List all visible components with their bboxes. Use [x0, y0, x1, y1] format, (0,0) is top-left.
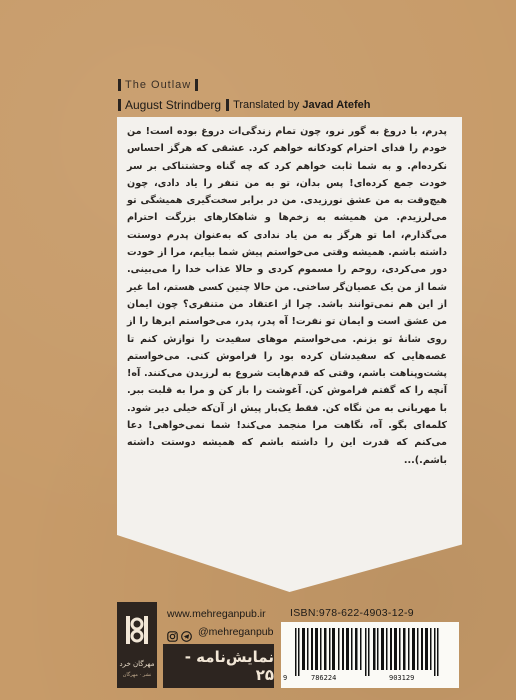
- website-row: [167, 608, 266, 620]
- social-row: [167, 626, 273, 638]
- isbn-text: ISBN:978-622-4903-12-9: [290, 607, 414, 619]
- barcode-left-group: 786224: [311, 674, 337, 682]
- barcode-bars: [289, 628, 451, 676]
- barcode: [281, 622, 459, 688]
- publisher-logo: [117, 602, 157, 688]
- publisher-logo-mark: [123, 612, 151, 648]
- publisher-social-handle[interactable]: @mehreganpub: [198, 626, 274, 638]
- author-name: August Strindberg: [125, 98, 222, 112]
- series-label: نمایش‌نامه - ۲۵: [163, 644, 274, 688]
- instagram-icon: [167, 627, 178, 638]
- author-row: [118, 97, 370, 113]
- divider-bar: [226, 99, 229, 111]
- publisher-website[interactable]: www.mehreganpub.ir: [167, 608, 266, 620]
- publisher-logo-sub: نشر · مهرگان: [122, 672, 152, 678]
- divider-bar: [118, 79, 121, 91]
- telegram-icon: [181, 627, 192, 638]
- divider-bar: [195, 79, 198, 91]
- barcode-right-group: 903129: [389, 674, 415, 682]
- excerpt-text: پدرم، با دروغ به گور نرو، چون تمام زندگی‌ات دروغ بوده است! من خودم را فدای احترام کودکانه خواهم کرد. عشقی که هرگز احساس نکرده‌ام. و به شما ثابت خواهم کرد که چه گناه وحشتناکی بر سر خودت جمع کرده‌ای! پس بدان، تو به من تنفر را یاد دادی، چون هیچ‌وقت به من عشق نورزیدی. من در برابر سخت‌گیری همیشگی تو می‌لرزیدم. من همیشه به زخم‌ها و شاهکارهای بزرگت احترام می‌گذارم، اما تو هرگز به من یاد ندادی که به‌عنوان پدرم دوستت داشته باشم. همیشه وقتی می‌خواستم پیش شما بیایم، مرا از خودت دور می‌کردی، روحم را مسموم کردی و حالا عذاب خدا را می‌بینی. شما از من یک عصیان‌گر ساختی. من حالا چنین کسی هستم، اما غیر از این هم نمی‌توانند باشد. چرا از اعتقاد من متنفری؟ چون ایمان من عشق است و ایمان تو نفرت! آه پدر، پدر، می‌خواستم ابرها را از روی شانهٔ تو بزنم. می‌خواستم موهای سفیدت را نوازش کنم تا غصه‌هایی که سفیدشان کرده بود را فراموش کنی. می‌خواستم پشت‌وپناهت باشم، وقتی که قدم‌هایت شروع به لرزیدن می‌کنند. آه! آنچه را که گفتم فراموش کن. آغوشت را باز کن و مرا به قلبت ببر. با مهربانی به من نگاه کن. فقط یک‌بار پیش از آن‌که خیلی دیر شود. کلمه‌ای بگو. آه، نگاهت مرا منجمد می‌کند! شما نمی‌خواهی! دعا می‌کنم که قدرت این را داشته باشم که همیشه دوستت داشته باشم.)...: [127, 126, 447, 466]
- translator-name: Javad Atefeh: [302, 99, 371, 111]
- translator-credit: [233, 99, 370, 111]
- translated-by-label: Translated by: [233, 99, 300, 111]
- divider-bar: [118, 99, 121, 111]
- book-title: The Outlaw: [125, 79, 192, 91]
- barcode-lead-digit: 9: [283, 674, 288, 682]
- book-title-row: [118, 78, 198, 92]
- publisher-logo-caption: مهرگان خرد: [119, 660, 155, 668]
